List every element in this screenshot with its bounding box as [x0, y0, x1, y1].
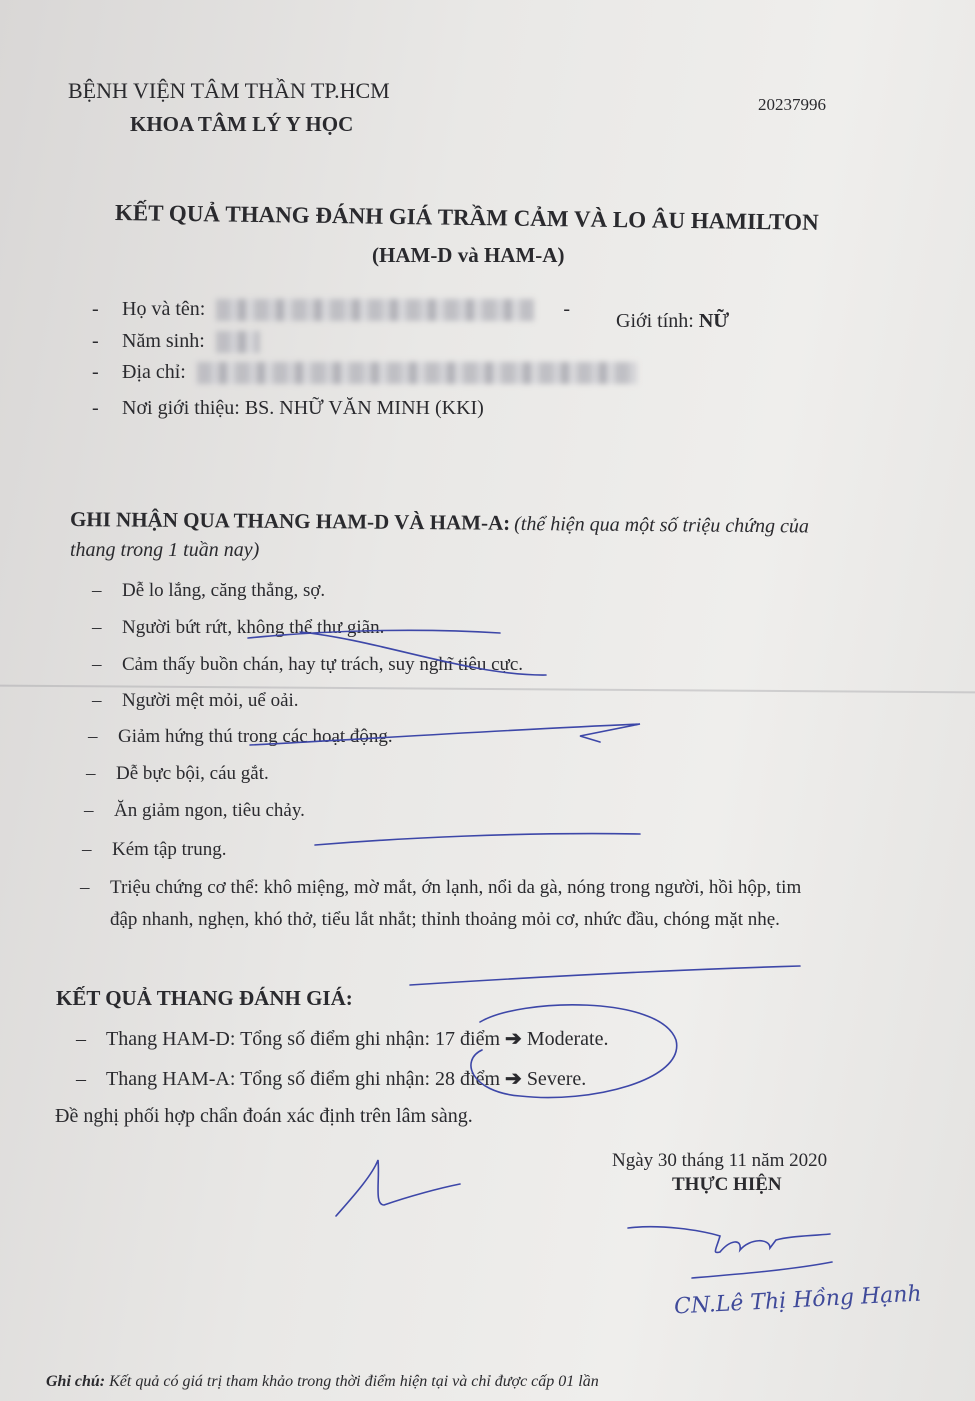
footer-note — [46, 1373, 599, 1391]
symptom-item: – Kém tập trung. — [82, 839, 227, 860]
underline-stroke — [315, 834, 640, 845]
document-number: 20237996 — [758, 95, 826, 114]
symptom-item: – Giảm hứng thú trong các hoạt động. — [88, 726, 393, 747]
observations-note-line1: (thể hiện qua một số triệu chứng của — [514, 512, 810, 538]
signature-date: Ngày 30 tháng 11 năm 2020 — [612, 1150, 828, 1171]
arrow-right-icon: ➔ — [505, 1068, 527, 1090]
gender-label: Giới tính: — [616, 310, 694, 332]
signer-name: CN.Lê Thị Hồng Hạnh — [673, 1281, 923, 1320]
symptom-item: – Người mệt mỏi, uể oải. — [92, 690, 299, 711]
hamd-level: Moderate. — [526, 1028, 609, 1050]
document-subtitle: (HAM-D và HAM-A) — [372, 243, 565, 267]
note-text: Kết quả có giá trị tham khảo trong thời điểm hiện tại và chỉ được cấp 01 lần — [109, 1373, 599, 1390]
department-name: KHOA TÂM LÝ Y HỌC — [130, 112, 354, 136]
symptom-item: – Dễ lo lắng, căng thẳng, sợ. — [92, 580, 326, 601]
redacted-birth-year — [216, 331, 260, 353]
birth-year-row: - Năm sinh: — [92, 330, 260, 353]
name-label: Họ và tên: — [122, 298, 206, 320]
handwritten-signature — [628, 1227, 830, 1253]
symptom-item-physical-cont: đập nhanh, nghẹn, khó thở, tiểu lắt nhắt; thỉnh thoảng mỏi cơ, nhức đầu, chóng mặt nhẹ. — [110, 909, 780, 930]
redacted-address — [197, 362, 637, 384]
checkmark-signature — [336, 1160, 460, 1216]
results-heading: KẾT QUẢ THANG ĐÁNH GIÁ: — [56, 986, 353, 1010]
observations-heading-text: GHI NHẬN QUA THANG HAM-D VÀ HAM-A: — [69, 507, 511, 535]
address-row: - Địa chỉ: — [92, 361, 637, 384]
hamd-text: Thang HAM-D: Tổng số điểm ghi nhận: 17 điểm — [106, 1028, 501, 1050]
gender-value: NỮ — [698, 310, 730, 332]
signature-role: THỰC HIỆN — [672, 1174, 782, 1195]
hospital-name: BỆNH VIỆN TÂM THẦN TP.HCM — [68, 78, 390, 103]
birth-label: Năm sinh: — [122, 330, 205, 352]
underline-stroke — [410, 966, 800, 985]
patient-name-row: - Họ và tên: - — [92, 298, 570, 320]
observations-note-line2: thang trong 1 tuần nay) — [70, 539, 260, 561]
symptom-item: – Dễ bực bội, cáu gắt. — [86, 763, 269, 784]
observations-heading — [70, 507, 809, 538]
signature-underline — [692, 1262, 832, 1278]
hamd-result: – Thang HAM-D: Tổng số điểm ghi nhận: 17 điểm ➔ Moderate. — [76, 1028, 609, 1050]
address-label: Địa chỉ: — [122, 361, 186, 383]
referral-label: Nơi giới thiệu: — [122, 397, 240, 419]
symptom-item: – Người bứt rứt, không thể thư giãn. — [92, 617, 385, 638]
symptom-item: – Cảm thấy buồn chán, hay tự trách, suy nghĩ tiêu cực. — [92, 654, 524, 675]
referral-row: - Nơi giới thiệu: BS. NHỮ VĂN MINH (KKI) — [92, 397, 484, 419]
document-title: KẾT QUẢ THANG ĐÁNH GIÁ TRẦM CẢM VÀ LO ÂU HAMILTON — [114, 200, 819, 235]
symptom-item: – Ăn giảm ngon, tiêu chảy. — [84, 800, 305, 821]
symptom-item-physical: – Triệu chứng cơ thể: khô miệng, mờ mắt, ớn lạnh, nổi da gà, nóng trong người, hồi hộp, tim — [80, 877, 802, 898]
referral-value: BS. NHỮ VĂN MINH (KKI) — [244, 397, 484, 419]
redacted-name — [216, 299, 534, 321]
hama-text: Thang HAM-A: Tổng số điểm ghi nhận: 28 điểm — [106, 1068, 501, 1090]
note-label: Ghi chú: — [46, 1373, 106, 1390]
hama-level: Severe. — [526, 1068, 587, 1090]
arrow-right-icon: ➔ — [505, 1028, 527, 1050]
recommendation: Đề nghị phối hợp chẩn đoán xác định trên lâm sàng. — [55, 1105, 473, 1127]
hama-result: – Thang HAM-A: Tổng số điểm ghi nhận: 28 điểm ➔ Severe. — [76, 1068, 587, 1090]
gender-row — [616, 310, 729, 333]
